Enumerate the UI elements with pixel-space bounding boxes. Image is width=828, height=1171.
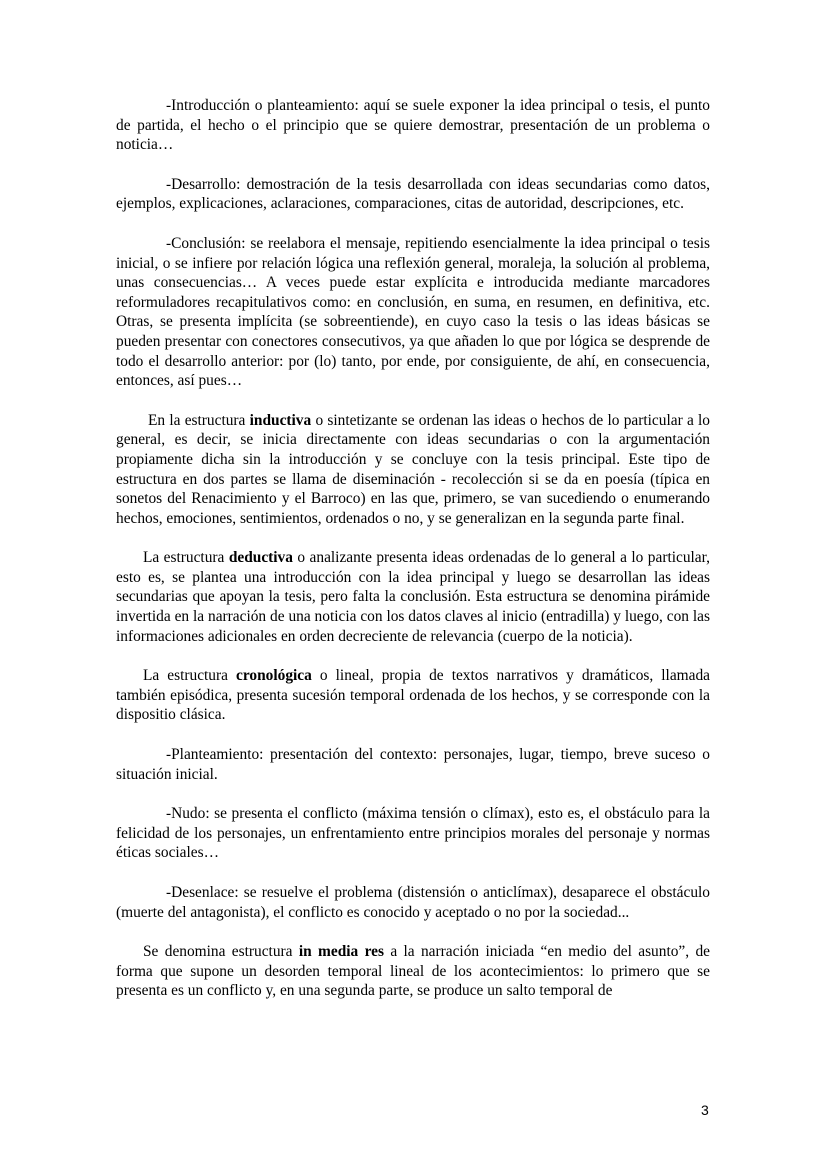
paragraph-text: -Desarrollo: demostración de la tesis desarrollada con ideas secundarias como datos, ejemplos, explicaciones, aclaraciones, comparaciones, citas de autoridad, descripciones, etc. (116, 175, 710, 213)
paragraph-desarrollo (116, 175, 710, 214)
paragraph-estructura-cronologica (116, 666, 710, 725)
paragraph-text: En la estructura (148, 411, 250, 429)
paragraph-nudo (116, 804, 710, 863)
term-deductiva: deductiva (228, 549, 293, 567)
paragraph-text: Se denomina estructura (143, 943, 299, 961)
paragraph-estructura-deductiva (116, 548, 710, 646)
paragraph-in-media-res (116, 942, 710, 1001)
paragraph-text: -Nudo: se presenta el conflicto (máxima tensión o clímax), esto es, el obstáculo para la felicidad de los personajes, un enfrentamiento entre principios morales del personaje y normas éticas sociales… (116, 805, 710, 862)
paragraph-text: La estructura (143, 549, 229, 567)
term-in-media-res: in media res (298, 943, 384, 961)
paragraph-text: a la narración iniciada “en medio del asunto”, de forma que supone un desorden temporal lineal de los acontecimientos: lo primero que se presenta es un conflicto y, en una segunda parte, se produce un salto temporal de (116, 943, 710, 1000)
paragraph-planteamiento (116, 745, 710, 784)
page-content (116, 96, 710, 1021)
paragraph-text: -Conclusión: se reelabora el mensaje, repitiendo esencialmente la idea principal o tesis inicial, o se infiere por relación lógica una reflexión general, moraleja, la solución al problema, unas consecuencias… A veces puede estar explícita e introducida mediante marcadores reformuladores recapitulativos como: en conclusión, en suma, en resumen, en definitiva, etc. Otras, se presenta implícita (se sobreentiende), en cuyo caso la tesis o las ideas básicas se pueden presentar con conectores consecutivos, ya que añaden lo que por lógica se desprende de todo el desarrollo anterior: por (lo) tanto, por ende, por consiguiente, de ahí, en consecuencia, entonces, así pues… (116, 234, 710, 390)
paragraph-introduccion (116, 96, 710, 155)
paragraph-desenlace (116, 883, 710, 922)
paragraph-text: o analizante presenta ideas ordenadas de lo general a lo particular, esto es, se plantea una introducción con la idea principal y luego se desarrollan las ideas secundarias que apoyan la tesis, pero falta la conclusión. Esta estructura se denomina pirámide invertida en la narración de una noticia con los datos claves al inicio (entradilla) y luego, con las informaciones adicionales en orden decreciente de relevancia (cuerpo de la noticia). (116, 549, 710, 645)
paragraph-estructura-inductiva (116, 411, 710, 529)
term-cronologica: cronológica (236, 667, 312, 685)
paragraph-conclusion (116, 234, 710, 391)
paragraph-text: -Planteamiento: presentación del contexto: personajes, lugar, tiempo, breve suceso o situación inicial. (116, 746, 710, 783)
paragraph-text: -Introducción o planteamiento: aquí se suele exponer la idea principal o tesis, el punto de partida, el hecho o el principio que se quiere demostrar, presentación de un problema o noticia… (116, 97, 710, 154)
term-inductiva: inductiva (249, 411, 312, 429)
paragraph-text: -Desenlace: se resuelve el problema (distensión o anticlímax), desaparece el obstáculo (muerte del antagonista), el conflicto es conocido y aceptado o no por la sociedad... (116, 884, 710, 921)
paragraph-text: o lineal, propia de textos narrativos y dramáticos, llamada también episódica, presenta sucesión temporal ordenada de los hechos, y se corresponde con la dispositio clásica. (116, 667, 710, 724)
page-number: 3 (701, 1102, 709, 1118)
paragraph-text: o sintetizante se ordenan las ideas o hechos de lo particular a lo general, es decir, se inicia directamente con ideas secundarias o con la argumentación propiamente dicha sin la introducción y se concluye con la tesis principal. Este tipo de estructura en dos partes se llama de diseminación - recolección si se da en poesía (típica en sonetos del Renacimiento y el Barroco) en las que, primero, se van sucediendo o enumerando hechos, emociones, sentimientos, ordenados o no, y se generalizan en la segunda parte final. (116, 411, 710, 527)
paragraph-text: La estructura (143, 667, 237, 685)
